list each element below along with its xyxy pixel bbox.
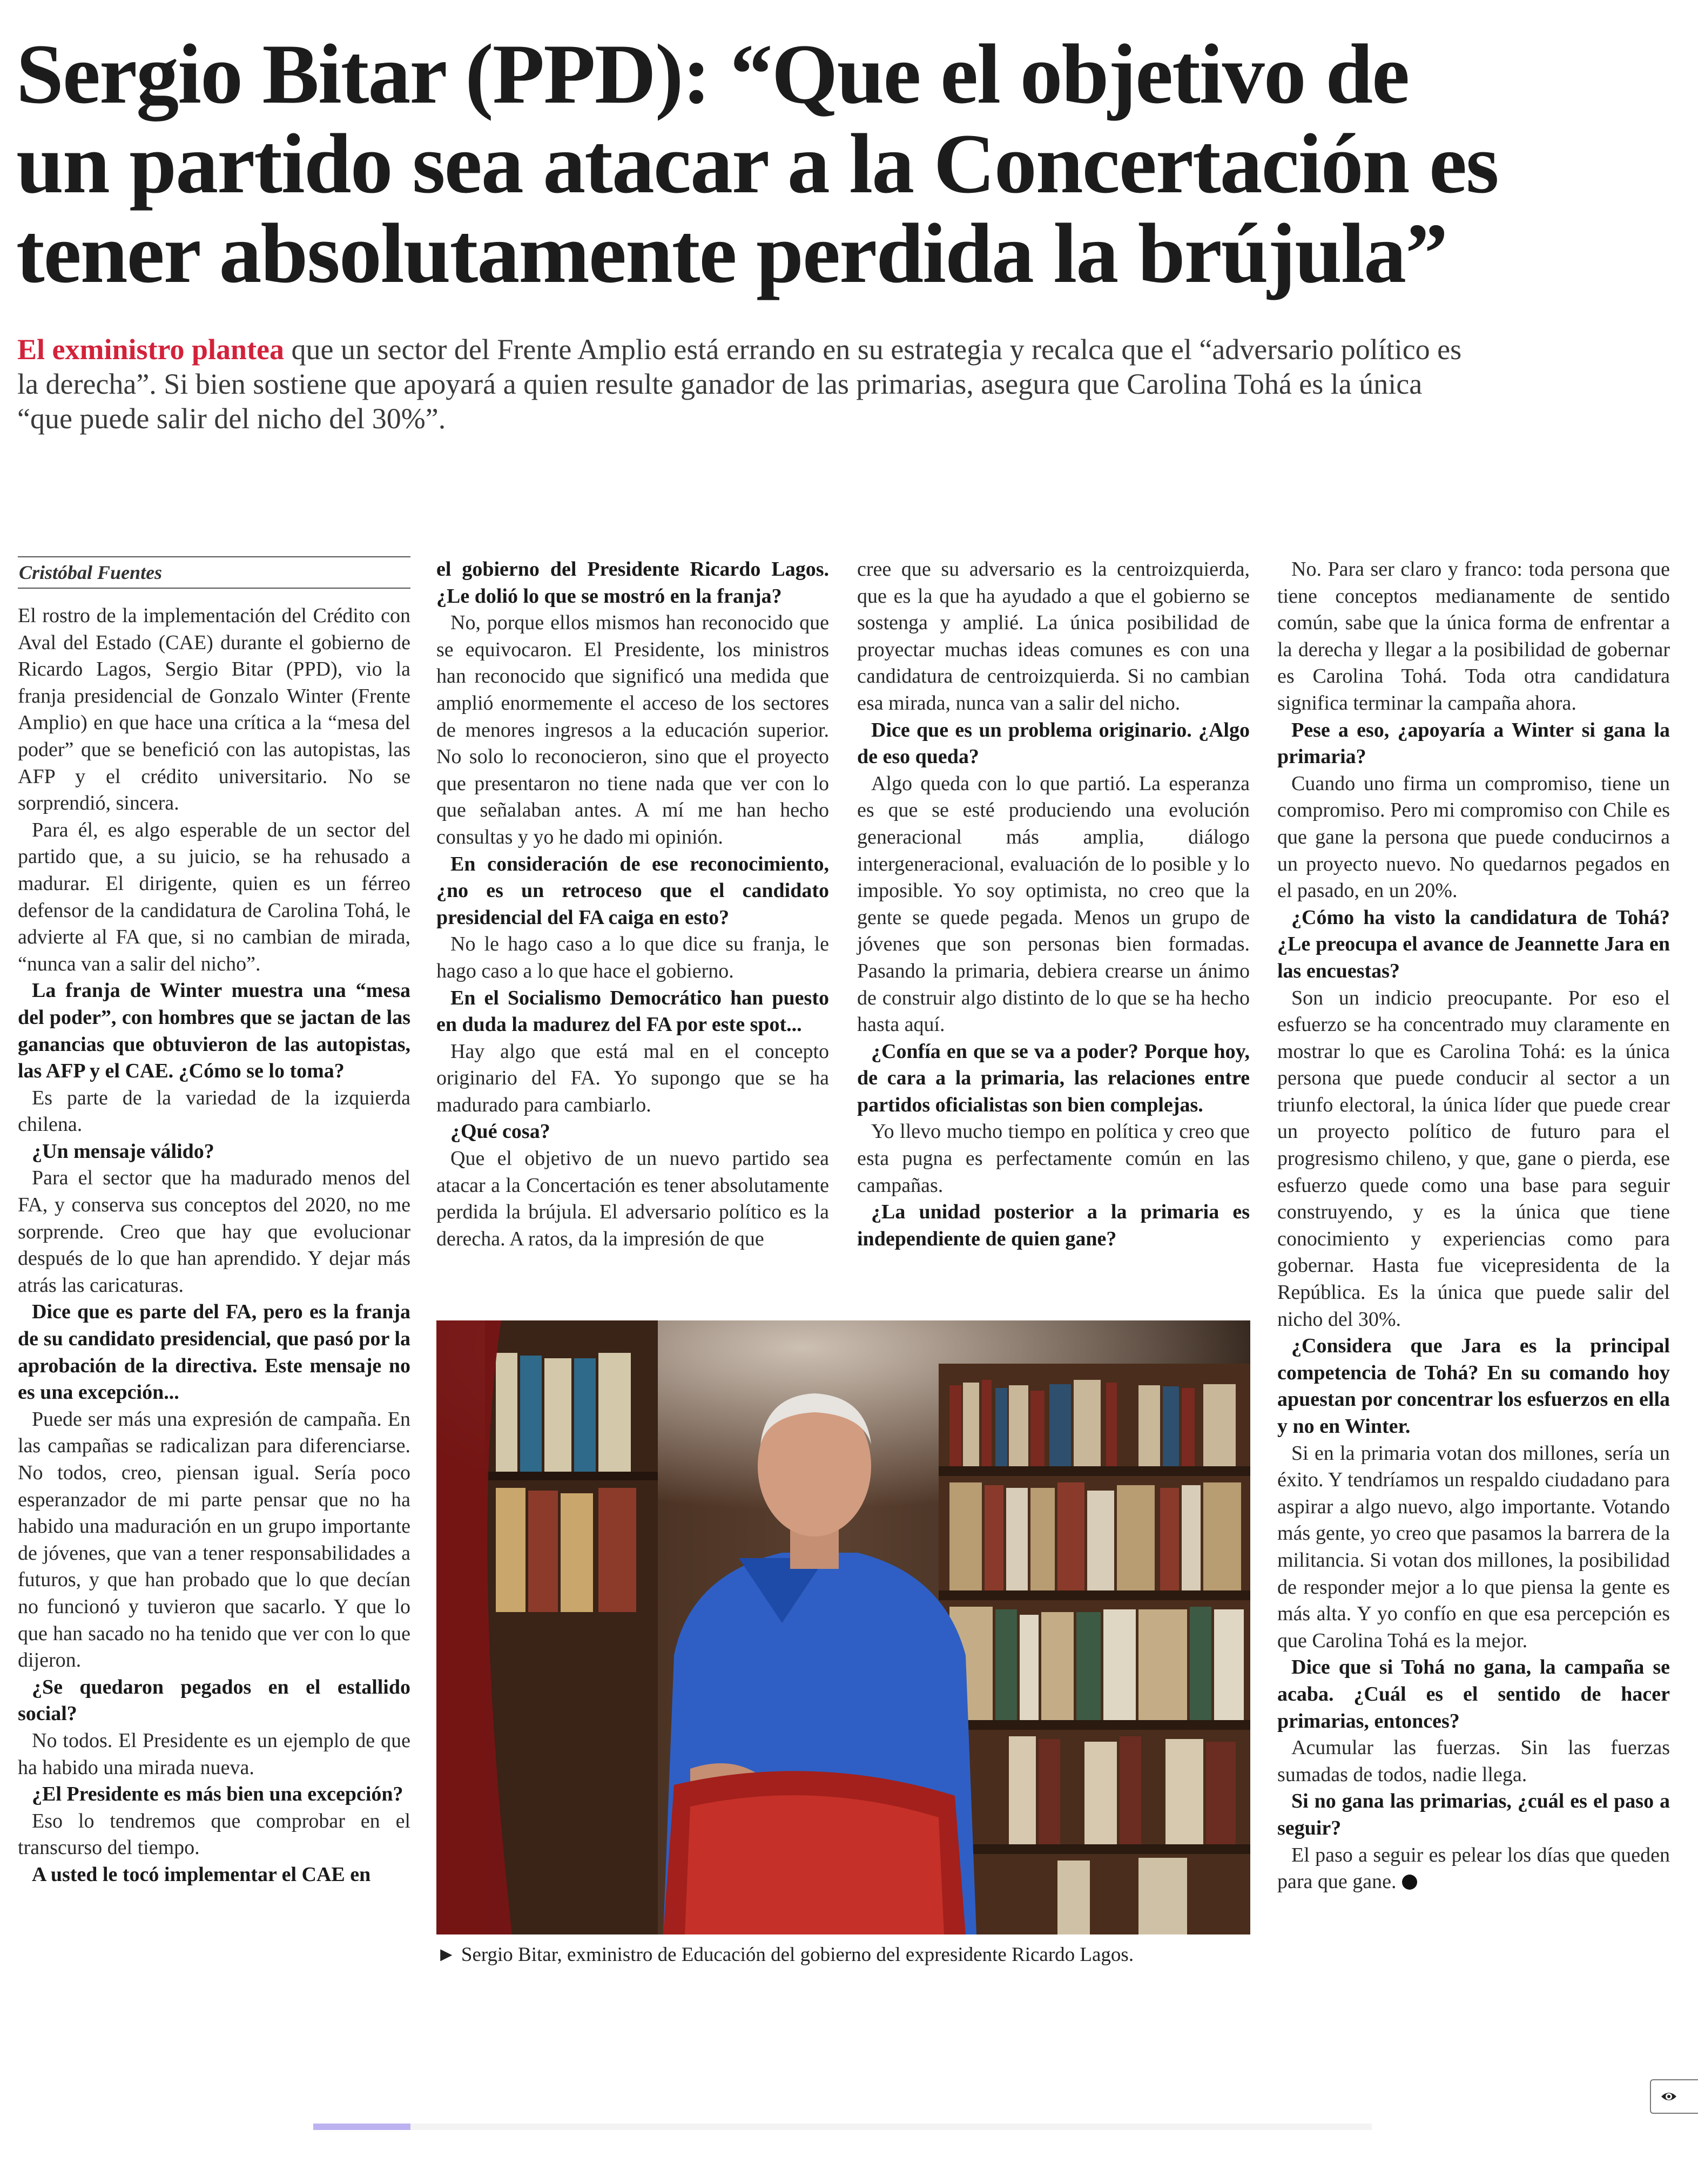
paragraph-text: Dice que es un problema originario. ¿Algo de eso queda? — [857, 718, 1250, 769]
interview-answer — [1277, 1735, 1670, 1788]
paragraph-text: ¿El Presidente es más bien una excepción? — [32, 1783, 403, 1806]
paragraph-text: El paso a seguir es pelear los días que queden para que gane. — [1277, 1843, 1670, 1893]
paragraph-text: El rostro de la implementación del Crédito con Aval del Estado (CAE) durante el gobierno de Ricardo Lagos, Sergio Bitar (PPD), vio la franja presidencial de Gonzalo Winter (Frente Amplio) en que hace una crítica a la “mesa del poder” que se benefició con las autopistas, las AFP y el crédito universitario. No se sorprendió, sincera. — [18, 604, 410, 815]
paragraph-text: Si no gana las primarias, ¿cuál es el paso a seguir? — [1277, 1790, 1670, 1839]
interview-answer — [436, 1145, 829, 1252]
paragraph-text: No. Para ser claro y franco: toda persona que tiene conceptos medianamente de sentido común, sabe que la única forma de enfrentar a la derecha y llegar a la posibilidad de gobernar es Carolina Tohá. Toda otra candidatura significa terminar la campaña ahora. — [1277, 558, 1670, 714]
paragraph-text: Yo llevo mucho tiempo en política y creo que esta pugna es perfectamente común en las campañas. — [857, 1120, 1250, 1197]
paragraph-text: ¿La unidad posterior a la primaria es independiente de quien gane? — [857, 1201, 1250, 1250]
paragraph-text: Son un indicio preocupante. Por eso el esfuerzo se ha concentrado muy claramente en mostrar lo que es Carolina Tohá: es la única persona que puede conducir al sector a un triunfo electoral, la única líder que puede crear un proyecto político de futuro para el progresismo chileno, y que, gane o pierda, ese esfuerzo quede como una base para seguir construyendo, y es la única que tiene conocimiento y experiencias como para gobernar. Hasta fue vicepresidenta de la República. Es la única que puede salir del nicho del 30%. — [1277, 986, 1670, 1331]
interview-question — [18, 978, 410, 1084]
paragraph-text: En el Socialismo Democrático han puesto en duda la madurez del FA por este spot... — [436, 986, 829, 1036]
paragraph-text: Es parte de la variedad de la izquierda chilena. — [18, 1086, 410, 1136]
interview-question — [436, 851, 829, 932]
paragraph-text: cree que su adversario es la centroizquierda, que es la que ha ayudado a que el gobierno se sostenga y amplié. La única posibilidad de proyectar muchas ideas comunes es con una candidatura de centroizquierda. Si no cambian esa mirada, nunca van a salir del nicho. — [857, 558, 1250, 714]
interview-answer — [1277, 556, 1670, 717]
paragraph-text: Pese a eso, ¿apoyaría a Winter si gana la primaria? — [1277, 718, 1670, 769]
visibility-toggle-button[interactable] — [1650, 2079, 1698, 2114]
article-column-1 — [18, 556, 410, 1889]
interview-answer — [436, 1039, 829, 1119]
headline-line: un partido sea atacar a la Concertación es — [16, 117, 1498, 211]
interview-question — [857, 1199, 1250, 1252]
interview-question — [436, 985, 829, 1039]
paragraph-text: ¿Un mensaje válido? — [32, 1140, 214, 1163]
paragraph-text: No todos. El Presidente es un ejemplo de que ha habido una mirada nueva. — [18, 1729, 410, 1779]
deck-text: que un sector del Frente Amplio está errando en su estrategia y recalca que el “adversario político es la derecha”. Si bien sostiene que apoyará a quien resulte ganador de las primarias, asegura que Carolina Tohá es la única “que puede salir del nicho del 30%”. — [17, 333, 1462, 435]
interview-question — [18, 1781, 410, 1808]
interview-answer — [18, 1808, 410, 1862]
interview-question — [857, 1039, 1250, 1119]
paragraph-text: No le hago caso a lo que dice su franja, le hago caso a lo que hace el gobierno. — [436, 933, 829, 982]
interview-answer — [18, 1165, 410, 1299]
interview-answer — [1277, 1440, 1670, 1655]
interview-answer — [857, 556, 1250, 717]
bookshelf-left — [485, 1320, 658, 1934]
photo-caption: ► Sergio Bitar, exministro de Educación del gobierno del expresidente Ricardo Lagos. — [436, 1944, 1134, 1966]
headline — [16, 27, 1498, 301]
byline: Cristóbal Fuentes — [18, 556, 410, 589]
paragraph-text: ¿Considera que Jara es la principal competencia de Tohá? En su comando hoy apuestan por concentrar los esfuerzos en ella y no en Winter. — [1277, 1334, 1670, 1438]
interview-question — [436, 556, 829, 610]
interview-answer — [857, 771, 1250, 1039]
paragraph-text: Cuando uno firma un compromiso, tiene un compromiso. Pero mi compromiso con Chile es que gane la persona que puede conducirnos a un proyecto nuevo. No quedarnos pegados en el pasado, en un 20%. — [1277, 772, 1670, 902]
interview-answer — [18, 817, 410, 978]
paragraph-text: Si en la primaria votan dos millones, sería un éxito. Y tendríamos un respaldo ciudadano para aspirar a algo nuevo, algo importante. Votando más gente, yo creo que pasamos la barrera de la militancia. Si votan dos millones, la posibilidad de responder mejor a lo que piensa la gente es más alta. Y yo confío en que esa percepción es que Carolina Tohá es la mejor. — [1277, 1441, 1670, 1652]
paragraph-text: No, porque ellos mismos han reconocido que se equivocaron. El Presidente, los ministros han reconocido que significó una medida que amplió enormemente el acceso de los sectores de menores ingresos a la educación superior. No solo lo reconocieron, sino que el proyecto que presentaron no tiene nada que ver con lo que señalaban antes. A mí me han hecho consultas y yo he dado mi opinión. — [436, 611, 829, 848]
interview-answer — [857, 1118, 1250, 1199]
interview-question — [18, 1138, 410, 1165]
article-photo — [436, 1320, 1250, 1934]
interview-answer — [436, 610, 829, 851]
deck-lead: El exministro plantea — [17, 333, 285, 366]
eye-icon — [1661, 2090, 1677, 2103]
end-of-article-icon — [1402, 1875, 1417, 1890]
paragraph-text: La franja de Winter muestra una “mesa del poder”, con hombres que se jactan de las ganancias que obtuvieron de las autopistas, las AFP y el CAE. ¿Cómo se lo toma? — [18, 979, 410, 1083]
headline-line: tener absolutamente perdida la brújula” — [16, 206, 1447, 301]
interview-question — [436, 1118, 829, 1145]
paragraph-text: Para el sector que ha madurado menos del FA, y conserva sus conceptos del 2020, no me sorprende. Creo que hay que evolucionar después de lo que han aprendido. Y dejar más atrás las caricaturas. — [18, 1167, 410, 1297]
paragraph-text: Algo queda con lo que partió. La esperanza es que se esté produciendo una evolución generacional más amplia, diálogo intergeneracional, evaluación de lo posible y lo imposible. Yo soy optimista, no creo que la gente se quede pegada. Menos un grupo de jóvenes que son personas bien formadas. Pasando la primaria, debiera crearse un ánimo de construir algo distinto de lo que se ha hecho hasta aquí. — [857, 772, 1250, 1036]
interview-answer — [1277, 985, 1670, 1333]
interview-answer — [18, 1085, 410, 1138]
interview-answer — [18, 1406, 410, 1674]
scrollbar-thumb[interactable] — [313, 2124, 410, 2130]
interview-answer — [18, 1728, 410, 1781]
interview-question — [18, 1674, 410, 1728]
paragraph-text: Eso lo tendremos que comprobar en el transcurso del tiempo. — [18, 1809, 410, 1859]
paragraph-text: ¿Confía en que se va a poder? Porque hoy, de cara a la primaria, las relaciones entre partidos oficialistas son bien complejas. — [857, 1040, 1250, 1116]
interview-answer — [1277, 771, 1670, 905]
paragraph-text: el gobierno del Presidente Ricardo Lagos. ¿Le dolió lo que se mostró en la franja? — [436, 558, 829, 608]
headline-line: Sergio Bitar (PPD): “Que el objetivo de — [16, 27, 1409, 122]
paragraph-text: ¿Se quedaron pegados en el estallido social? — [18, 1675, 410, 1725]
paragraph-text: ¿Cómo ha visto la candidatura de Tohá? ¿Le preocupa el avance de Jeannette Jara en las encuestas? — [1277, 906, 1670, 982]
paragraph-text: Puede ser más una expresión de campaña. En las campañas se radicalizan para diferenciarse. No todos, creo, piensan igual. Sería poco esperanzador de mi parte pensar que no ha habido una maduración en un grupo importante de jóvenes, que van a tener responsabilidades a futuros, y que han probado que lo que decían no funcionó y tuvieron que sacarlo. Y que lo que han sacado no ha tenido que ver con lo que dijeron. — [18, 1407, 410, 1672]
paragraph-text: En consideración de ese reconocimiento, ¿no es un retroceso que el candidato presidencial del FA caiga en esto? — [436, 852, 829, 929]
paragraph-text: Acumular las fuerzas. Sin las fuerzas sumadas de todos, nadie llega. — [1277, 1736, 1670, 1786]
paragraph-text: Que el objetivo de un nuevo partido sea atacar a la Concertación es tener absolutamente perdida la brújula. El adversario político es la derecha. A ratos, da la impresión de que — [436, 1147, 829, 1250]
paragraph-text: Para él, es algo esperable de un sector del partido que, a su juicio, se ha rehusado a madurar. El dirigente, quien es un férreo defensor de la candidatura de Carolina Tohá, le advierte al FA que, si no cambian de mirada, “nunca van a salir del nicho”. — [18, 818, 410, 975]
interview-question — [857, 717, 1250, 771]
horizontal-scrollbar[interactable] — [313, 2124, 1372, 2130]
interview-answer — [436, 931, 829, 985]
interview-question — [18, 1299, 410, 1406]
red-chair — [663, 1771, 966, 1934]
interview-question — [18, 1862, 410, 1889]
paragraph-text: Dice que si Tohá no gana, la campaña se acaba. ¿Cuál es el sentido de hacer primarias, entonces? — [1277, 1656, 1670, 1733]
interview-question — [1277, 1788, 1670, 1842]
paragraph-text: A usted le tocó implementar el CAE en — [32, 1863, 371, 1886]
paragraph-text: Hay algo que está mal en el concepto originario del FA. Yo supongo que se ha madurado para cambiarlo. — [436, 1040, 829, 1116]
portrait-photo-illustration — [436, 1320, 1250, 1934]
article-deck — [17, 332, 1475, 436]
interview-answer — [18, 603, 410, 817]
interview-question — [1277, 905, 1670, 985]
article-column-4 — [1277, 556, 1670, 1896]
paragraph-text: Dice que es parte del FA, pero es la franja de su candidato presidencial, que pasó por la aprobación de la directiva. Este mensaje no es una excepción... — [18, 1300, 410, 1404]
bookshelf-right — [939, 1364, 1250, 1934]
interview-answer — [1277, 1842, 1670, 1896]
article-column-2 — [436, 556, 829, 1252]
paragraph-text: ¿Qué cosa? — [450, 1120, 550, 1143]
interview-question — [1277, 717, 1670, 771]
article-column-3 — [857, 556, 1250, 1252]
interview-question — [1277, 1654, 1670, 1735]
interview-question — [1277, 1333, 1670, 1440]
